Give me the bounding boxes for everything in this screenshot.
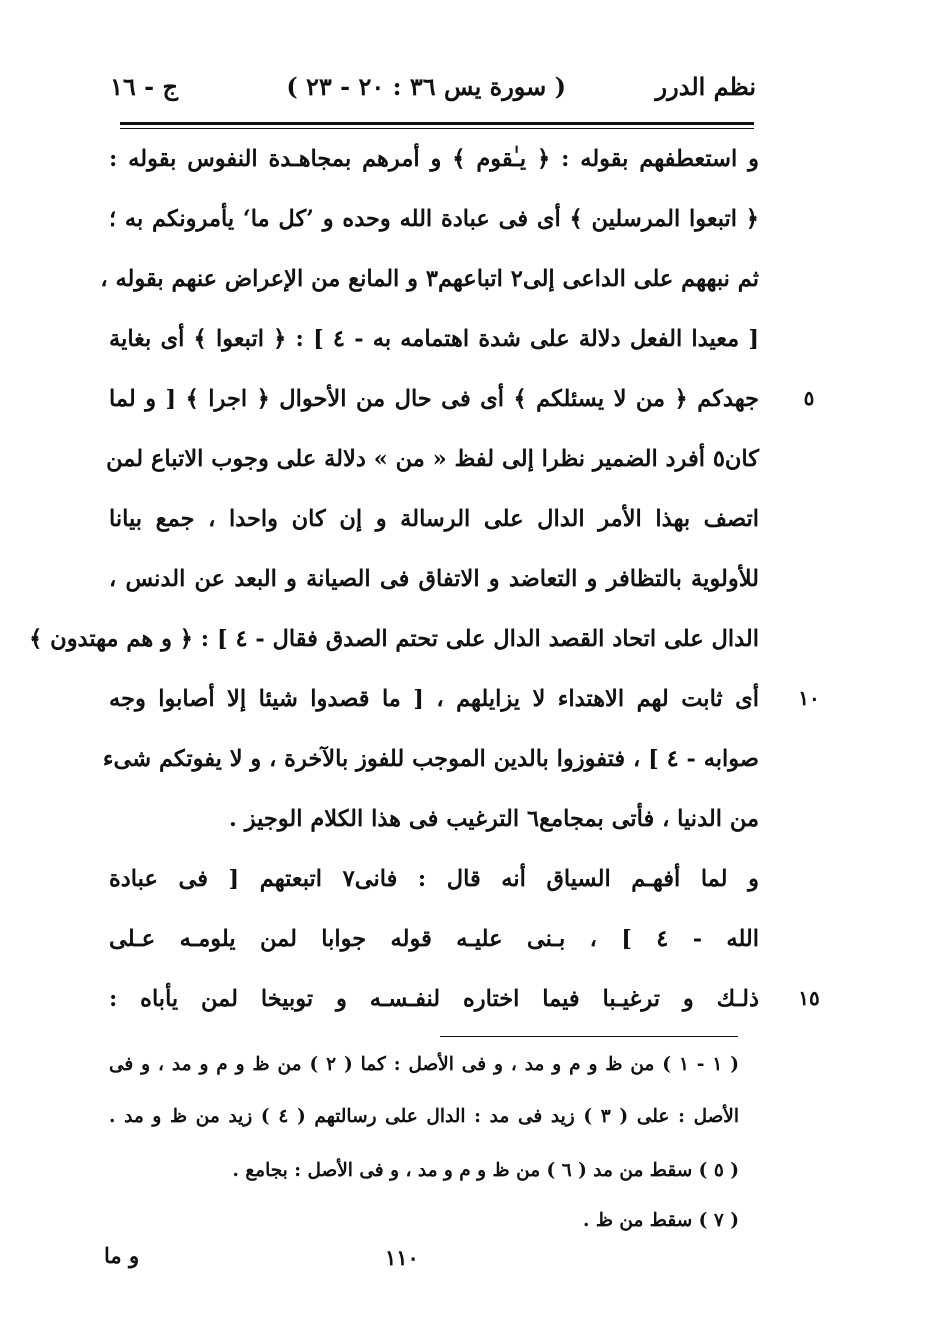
footnote-line: الأصل : على ( ٣ ) زيد فى مد : الدال على رسالتهم ( ٤ ) زيد من ظ و مد .	[109, 1106, 739, 1127]
text-line: و استعطفهم بقوله : ﴿ يـٰقوم ﴾ و أمرهم بمجاهـدة النفوس بقوله :	[109, 146, 759, 172]
text-line: ذلـك و ترغيـبا فيما اختاره لنفـسـه و توبيخا لمن يأباه :	[109, 986, 759, 1012]
text-line: من الدنيا ، فأتى بمجامع٦ الترغيب فى هذا الكلام الوجيز .	[229, 806, 759, 832]
footnote-line: ( ٧ ) سقط من ظ .	[582, 1210, 739, 1231]
text-line: و لما أفهـم السياق أنه قال : فانى٧ اتبعتهم [ فى عبادة	[109, 866, 759, 892]
text-line: للأولوية بالتظافر و التعاضد و الاتفاق فى الصيانة و البعد عن الدنس ،	[109, 566, 759, 592]
line-number: ٥	[803, 386, 815, 410]
text-line: أى ثابت لهم الاهتداء لا يزايلهم ، [ ما قصدوا شيئا إلا أصابوا وجه	[109, 686, 759, 712]
text-line: اتصف بهذا الأمر الدال على الرسالة و إن كان واحدا ، جمع بيانا	[109, 506, 759, 532]
line-number: ١٥	[798, 986, 820, 1010]
text-line: الدال على اتحاد القصد الدال على تحتم الصدق فقال - ٤ ] : ﴿ و هم مهتدون ﴾	[29, 626, 759, 652]
page-number: ١١٠	[385, 1245, 419, 1270]
text-line: الله - ٤ ] ، بـنى عليـه قوله جوابا لمن يلومـه عـلى	[109, 926, 760, 952]
surah-reference: ( سورة يس ٣٦ : ٢٠ - ٢٣ )	[286, 72, 566, 101]
text-line: ثم نبههم على الداعى إلى٢ اتباعهم٣ و المانع من الإعراض عنهم بقوله ،	[100, 266, 759, 292]
text-line: جهدكم ﴿ من لا يسئلكم ﴾ أى فى حال من الأحوال ﴿ اجرا ﴾ [ و لما	[109, 386, 759, 412]
text-line: صوابه - ٤ ] ، فتفوزوا بالدين الموجب للفوز بالآخرة ، و لا يفوتكم شىء	[102, 746, 759, 772]
text-line: ﴿ اتبعوا المرسلين ﴾ أى فى عبادة الله وحده و ’كل ما‘ يأمرونكم به ؛	[109, 206, 759, 232]
header-rule	[120, 122, 754, 125]
text-line: كان٥ أفرد الضمير نظرا إلى لفظ « من » دلالة على وجوب الاتباع لمن	[106, 446, 759, 472]
book-title: نظم الدرر	[655, 72, 756, 101]
footnote-line: ( ١ - ١ ) من ظ و م و مد ، و فى الأصل : كما ( ٢ ) من ظ و م و مد ، و فى	[109, 1054, 739, 1075]
catchword: و ما	[104, 1243, 140, 1268]
line-number: ١٠	[798, 686, 820, 710]
volume-reference: ج - ١٦	[110, 72, 178, 101]
footnote-line: ( ٥ ) سقط من مد ( ٦ ) من ظ و م و مد ، و فى الأصل : بجامع .	[232, 1160, 739, 1181]
text-line: [ معيدا الفعل دلالة على شدة اهتمامه به - ٤ ] : ﴿ اتبعوا ﴾ أى بغاية	[109, 326, 760, 352]
header-rule-thin	[120, 128, 754, 129]
running-header	[110, 72, 756, 112]
footnote-separator	[440, 1036, 738, 1037]
